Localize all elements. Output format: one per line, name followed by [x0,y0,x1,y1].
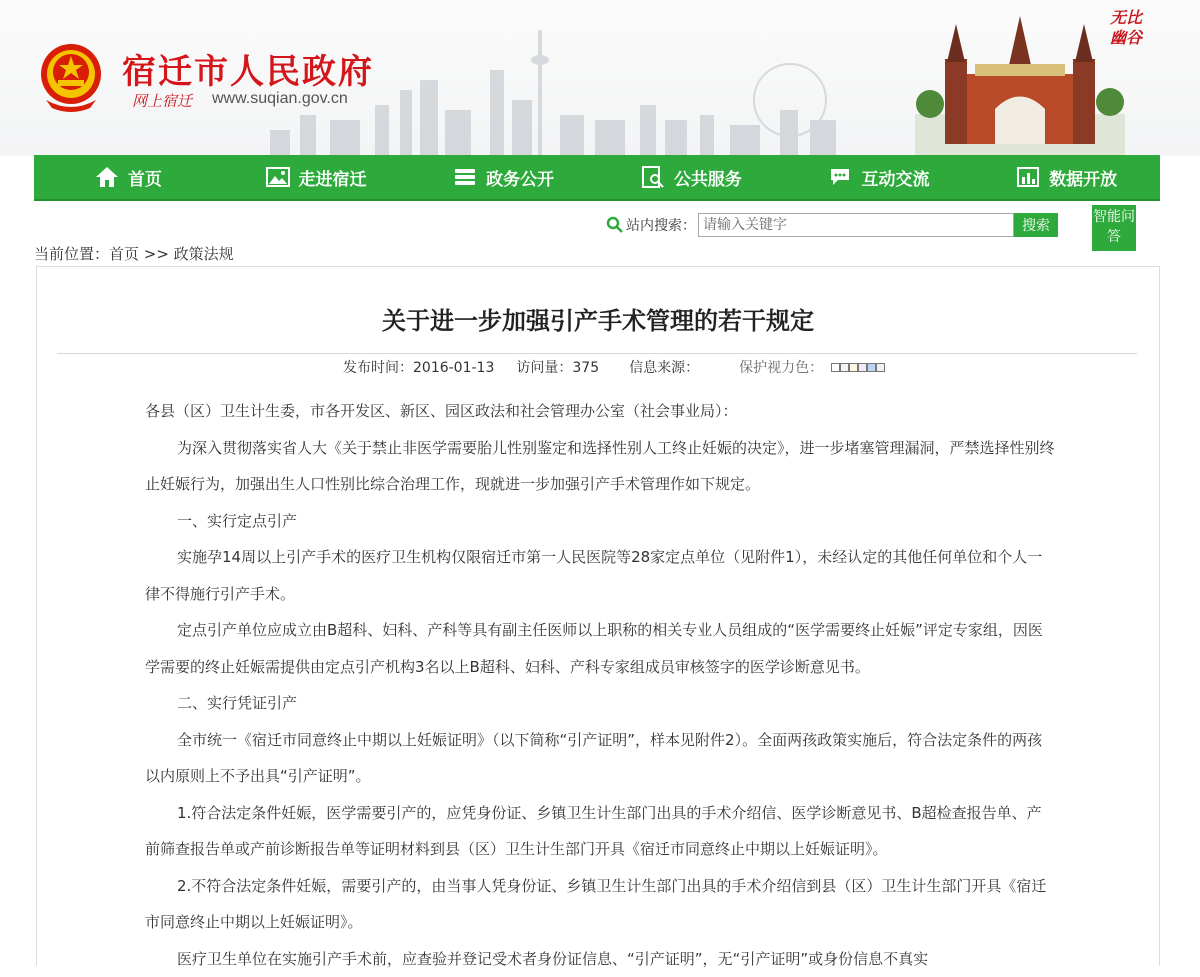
main-nav [34,155,1160,201]
national-emblem-icon [38,42,104,112]
color-swatch[interactable] [858,363,867,372]
article-paragraph: 2.不符合法定条件妊娠，需要引产的，由当事人凭身份证、乡镇卫生计生部门出具的手术介绍信到县（区）卫生计生部门开具《宿迁市同意终止中期以上妊娠证明》。 [145,868,1055,941]
stack-icon [452,165,478,189]
chat-icon [828,165,854,189]
article-paragraph: 实施孕14周以上引产手术的医疗卫生机构仅限宿迁市第一人民医院等28家定点单位（见附件1），未经认定的其他任何单位和个人一律不得施行引产手术。 [145,539,1055,612]
nav-open-data[interactable] [972,155,1160,199]
color-swatch[interactable] [876,363,885,372]
nav-interaction[interactable] [785,155,973,199]
smart-qa-button[interactable]: 智能问答 [1092,205,1136,251]
document-search-icon [640,165,666,189]
nav-label: 政务公开 [486,165,554,190]
color-swatch[interactable] [867,363,876,372]
search-input[interactable] [698,213,1014,237]
picture-icon [265,165,291,189]
color-swatch[interactable] [831,363,840,372]
color-swatches [831,363,885,372]
nav-home[interactable] [34,155,222,199]
nav-label: 走进宿迁 [299,165,367,190]
site-header [0,0,1200,156]
article-paragraph: 1.符合法定条件妊娠，医学需要引产的，应凭身份证、乡镇卫生计生部门出具的手术介绍信、医学诊断意见书、B超检查报告单、产前筛查报告单或产前诊断报告单等证明材料到县（区）卫生计生部门开具《宿迁市同意终止中期以上妊娠证明》。 [145,795,1055,868]
site-url: www.suqian.gov.cn [212,90,348,108]
home-icon [94,165,120,189]
site-title: 宿迁市人民政府 [122,44,374,93]
search-label: 站内搜索： [626,215,696,235]
breadcrumb: 当前位置：首页 >> 政策法规 [34,243,234,264]
publish-date: 发布时间：2016-01-13 [343,357,494,377]
chart-icon [1015,165,1041,189]
nav-gov-affairs[interactable] [409,155,597,199]
article-panel [36,266,1160,966]
nav-label: 公共服务 [674,165,742,190]
color-swatch[interactable] [840,363,849,372]
site-search [606,210,1058,240]
search-icon [606,216,624,234]
nav-label: 数据开放 [1049,165,1117,190]
visit-count: 访问量：375 [516,357,599,377]
eye-protect-label: 保护视力色： [739,357,823,377]
nav-label: 首页 [128,165,162,190]
article-title: 关于进一步加强引产手术管理的若干规定 [37,301,1159,336]
nav-about[interactable] [222,155,410,199]
article-paragraph: 医疗卫生单位在实施引产手术前，应查验并登记受术者身份证信息、“引产证明”，无“引产证明”或身份信息不真实 [145,941,1055,977]
site-slogan: 网上宿迁 [132,90,192,111]
article-paragraph: 一、实行定点引产 [145,503,1055,540]
search-button[interactable]: 搜索 [1014,213,1058,237]
article-paragraph: 全市统一《宿迁市同意终止中期以上妊娠证明》（以下简称“引产证明”，样本见附件2）。全面两孩政策实施后，符合法定条件的两孩以内原则上不予出具“引产证明”。 [145,722,1055,795]
info-source: 信息来源： [629,357,699,377]
article-body [145,393,1055,977]
divider [57,353,1137,354]
article-paragraph: 二、实行凭证引产 [145,685,1055,722]
nav-label: 互动交流 [862,165,930,190]
nav-public-service[interactable] [597,155,785,199]
article-paragraph: 为深入贯彻落实省人大《关于禁止非医学需要胎儿性别鉴定和选择性别人工终止妊娠的决定》，进一步堵塞管理漏洞，严禁选择性别终止妊娠行为，加强出生人口性别比综合治理工作，现就进一步加强引产手术管理作如下规定。 [145,430,1055,503]
article-paragraph: 各县（区）卫生计生委，市各开发区、新区、园区政法和社会管理办公室（社会事业局）： [145,393,1055,430]
landmark-gate-illustration [915,4,1125,156]
color-swatch[interactable] [849,363,858,372]
article-meta [343,357,885,377]
article-paragraph: 定点引产单位应成立由B超科、妇科、产科等具有副主任医师以上职称的相关专业人员组成的“医学需要终止妊娠”评定专家组，因医学需要的终止妊娠需提供由定点引产机构3名以上B超科、妇科、产科专家组成员审核签字的医学诊断意见书。 [145,612,1055,685]
calligraphy-text: 无比幽谷 [1110,8,1154,48]
